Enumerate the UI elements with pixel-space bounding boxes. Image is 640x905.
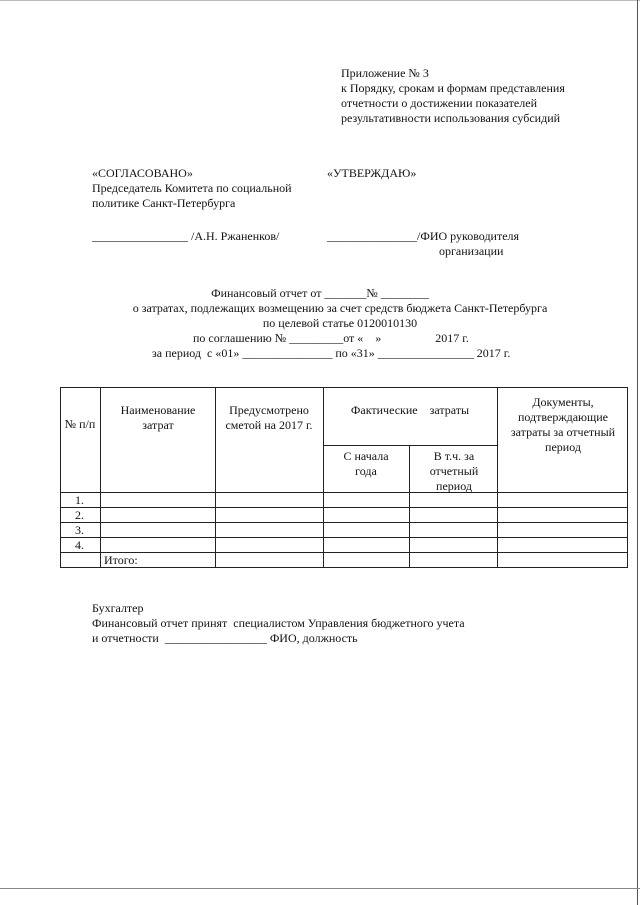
agreed-line-2: политике Санкт-Петербурга (92, 196, 236, 210)
approve-title: «УТВЕРЖДАЮ» (327, 166, 417, 180)
table-col-line (409, 445, 410, 568)
agreed-title: «СОГЛАСОВАНО» (92, 166, 193, 180)
table-col-line (627, 387, 628, 568)
table-col-line (60, 387, 61, 568)
agreed-line-1: Председатель Комитета по социальной (92, 181, 292, 195)
report-line-2: о затратах, подлежащих возмещению за счет средств бюджета Санкт-Петербурга (132, 301, 548, 315)
header-docs: Документы, подтверждающие затраты за отчетный период (510, 395, 616, 454)
approve-organization: организации (439, 244, 504, 258)
approve-signature: _______________/ФИО руководителя (327, 229, 520, 243)
total-label: Итого: (104, 553, 138, 567)
report-period: за период с «01» _______________ по «31» ________________ 2017 г. (152, 346, 511, 360)
accepted-line-2: и отчетности _________________ ФИО, должность (92, 631, 358, 645)
header-actual: Фактические затраты (350, 403, 470, 417)
accepted-line-1: Финансовый отчет принят специалистом Управления бюджетного учета (92, 616, 465, 630)
row-number: 2. (75, 508, 84, 522)
appendix-line-2: к Порядку, срокам и формам представления (341, 81, 565, 95)
appendix-line-1: Приложение № 3 (341, 66, 429, 80)
accountant-label: Бухгалтер (92, 601, 144, 615)
header-period: В т.ч. за отчетный период (429, 449, 479, 493)
appendix-line-4: результативности использования субсидий (341, 111, 561, 125)
table-col-line (215, 387, 216, 568)
table-row-line (60, 537, 628, 538)
table-col-line (323, 387, 324, 568)
table-header-bottom (60, 492, 628, 493)
page-top-edge (0, 0, 640, 1)
table-subheader-line (323, 445, 498, 446)
table-row-line (60, 507, 628, 508)
row-number: 3. (75, 523, 84, 537)
table-border-top (60, 387, 628, 388)
table-col-line (100, 387, 101, 568)
row-number: 4. (75, 538, 84, 552)
table-col-line (497, 387, 498, 568)
report-agreement: по соглашению № _________от « » 2017 г. (193, 331, 469, 345)
page-bottom-edge (0, 888, 640, 889)
page-right-edge (637, 0, 638, 905)
agreed-signature: ________________ /А.Н. Ржаненков/ (92, 229, 280, 243)
report-line-3: по целевой статье 0120010130 (262, 316, 418, 330)
appendix-line-3: отчетности о достижении показателей (341, 96, 537, 110)
report-title: Финансовый отчет от _______№ ________ (211, 286, 429, 300)
header-since-start: С начала года (343, 449, 389, 478)
table-row-line (60, 522, 628, 523)
header-planned: Предусмотрено сметой на 2017 г. (225, 403, 313, 432)
header-number: № п/п (64, 417, 96, 431)
header-name: Наименование затрат (120, 403, 196, 432)
row-number: 1. (75, 493, 84, 507)
